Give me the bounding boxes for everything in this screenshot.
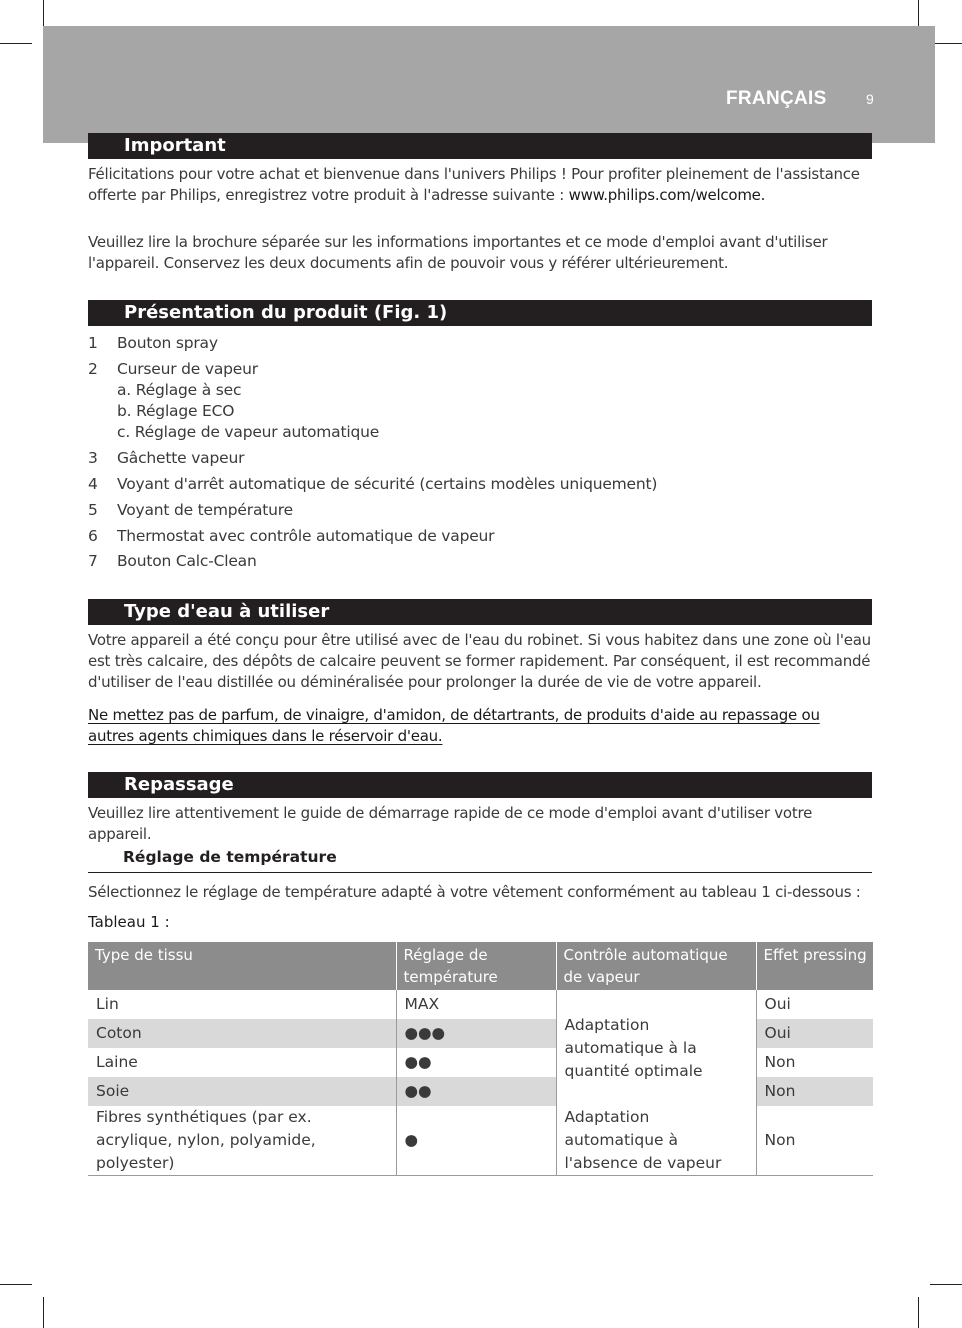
product-parts-list xyxy=(88,333,868,572)
temperature-cell: ●● xyxy=(396,1048,556,1077)
item-number: 2 xyxy=(88,360,98,378)
table-row xyxy=(88,990,873,1019)
column-header: Type de tissu xyxy=(88,942,396,990)
fabric-cell: Coton xyxy=(88,1019,396,1048)
ironing-paragraph: Veuillez lire attentivement le guide de démarrage rapide de ce mode d'emploi avant d'utiliser votre appareil. xyxy=(88,804,813,843)
item-number: 4 xyxy=(88,475,98,493)
pressing-cell: Non xyxy=(756,1106,873,1176)
section-title: Présentation du produit (Fig. 1) xyxy=(124,302,448,323)
list-item xyxy=(88,500,868,521)
water-warning xyxy=(88,705,848,747)
warning-text: Ne mettez pas de parfum, de vinaigre, d'amidon, de détartrants, de produits d'aide au repassage ou autres agents chimiques dans le réservoir d'eau. xyxy=(88,706,820,745)
steam-cell: Adaptation automatique à la quantité optimale xyxy=(556,990,756,1106)
section-heading-water xyxy=(88,599,872,625)
sub-item: a. Réglage à sec xyxy=(117,381,242,399)
welcome-paragraph xyxy=(88,164,878,206)
language-label: FRANÇAIS xyxy=(726,88,827,109)
fabric-cell: Lin xyxy=(88,990,396,1019)
item-number: 5 xyxy=(88,501,98,519)
pressing-cell: Oui xyxy=(764,995,791,1013)
crop-mark xyxy=(918,1297,919,1328)
list-item xyxy=(88,333,868,354)
item-number: 3 xyxy=(88,449,98,467)
sub-item: b. Réglage ECO xyxy=(117,402,235,420)
steam-cell: Adaptation automatique à l'absence de vapeur xyxy=(556,1106,756,1176)
fabric-cell: Laine xyxy=(88,1048,396,1077)
list-item xyxy=(88,551,868,572)
table-row xyxy=(88,1019,873,1048)
item-label: Thermostat avec contrôle automatique de vapeur xyxy=(117,527,495,545)
list-item xyxy=(88,474,868,495)
column-header: Contrôle automatique de vapeur xyxy=(556,942,756,990)
section-heading-important xyxy=(88,133,872,159)
list-item xyxy=(88,359,868,443)
section-title: Important xyxy=(124,135,226,156)
philips-link[interactable]: www.philips.com/welcome. xyxy=(568,186,766,204)
crop-mark xyxy=(930,1284,962,1285)
sub-item: c. Réglage de vapeur automatique xyxy=(117,423,380,441)
temperature-cell: ●● xyxy=(396,1077,556,1106)
table-row xyxy=(88,1106,873,1176)
pressing-cell: Non xyxy=(756,1077,873,1106)
pressing-cell: Oui xyxy=(756,1019,873,1048)
table-row xyxy=(88,1077,873,1106)
temperature-cell: ● xyxy=(396,1106,556,1176)
item-label: Voyant d'arrêt automatique de sécurité (certains modèles uniquement) xyxy=(117,475,658,493)
temperature-cell: MAX xyxy=(396,990,556,1019)
fabric-table xyxy=(88,942,873,1176)
subheading-title: Réglage de température xyxy=(123,848,337,866)
crop-mark xyxy=(43,1297,44,1328)
fabric-cell: Soie xyxy=(88,1077,396,1106)
column-header: Réglage de température xyxy=(396,942,556,990)
table-row xyxy=(88,1048,873,1077)
pressing-cell: Non xyxy=(764,1053,796,1071)
crop-mark xyxy=(0,1284,32,1285)
table-caption: Tableau 1 : xyxy=(88,913,170,931)
list-item xyxy=(88,526,868,547)
temperature-intro: Sélectionnez le réglage de température adapté à votre vêtement conformément au tableau 1 ci-dessous : xyxy=(88,883,861,901)
page-number: 9 xyxy=(866,91,874,107)
section-heading-presentation xyxy=(88,300,872,326)
column-header: Effet pressing xyxy=(756,942,873,990)
welcome-text: Félicitations pour votre achat et bienvenue dans l'univers Philips ! Pour profiter pleinement de l'assistance offerte par Philips, enregistrez votre produit à l'adresse suivante : xyxy=(88,165,860,204)
list-item xyxy=(88,448,868,469)
item-label: Gâchette vapeur xyxy=(117,449,245,467)
item-number: 7 xyxy=(88,552,98,570)
section-heading-ironing xyxy=(88,772,872,798)
subheading-temperature xyxy=(88,848,872,873)
section-title: Type d'eau à utiliser xyxy=(124,601,330,622)
brochure-paragraph: Veuillez lire la brochure séparée sur les informations importantes et ce mode d'emploi avant d'utiliser l'appareil. Conservez les deux documents afin de pouvoir vous y référer ultérieurement. xyxy=(88,233,828,272)
temperature-cell: ●●● xyxy=(396,1019,556,1048)
item-label: Voyant de température xyxy=(117,501,293,519)
item-label: Curseur de vapeur xyxy=(117,360,258,378)
water-paragraph: Votre appareil a été conçu pour être utilisé avec de l'eau du robinet. Si vous habitez dans une zone où l'eau est très calcaire, des dépôts de calcaire peuvent se former rapidement. Par conséquent, il est recommandé d'utiliser de l'eau distillée ou déminéralisée pour prolonger la durée de vie de votre appareil. xyxy=(88,631,871,691)
fabric-cell: Fibres synthétiques (par ex. acrylique, nylon, polyamide, polyester) xyxy=(88,1106,396,1176)
item-label: Bouton spray xyxy=(117,334,218,352)
header-band xyxy=(43,26,935,143)
crop-mark xyxy=(0,43,32,44)
item-number: 6 xyxy=(88,527,98,545)
item-label: Bouton Calc-Clean xyxy=(117,552,257,570)
item-number: 1 xyxy=(88,334,98,352)
table-header-row xyxy=(88,942,873,990)
section-title: Repassage xyxy=(124,774,234,795)
